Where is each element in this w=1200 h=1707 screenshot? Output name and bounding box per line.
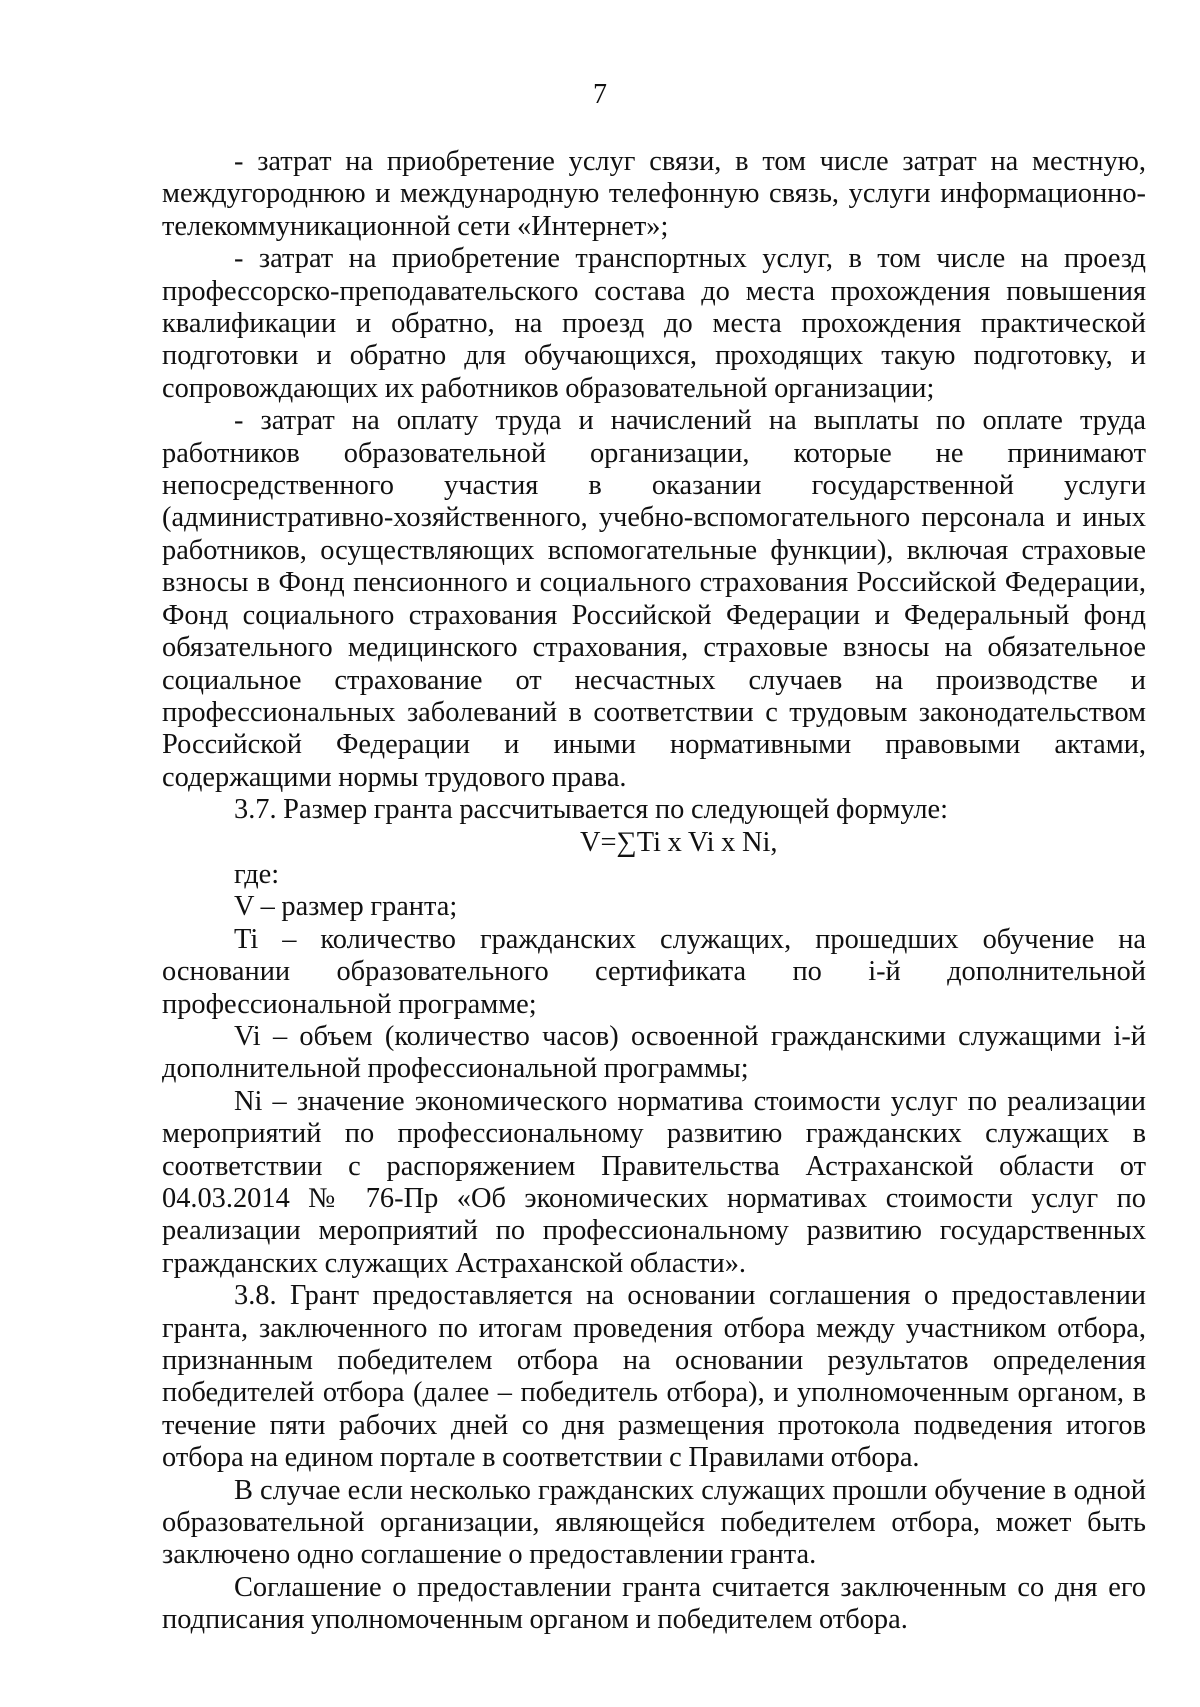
definition-ni: Ni – значение экономического норматива стоимости услуг по реализации мероприятий по профессиональному развитию гражданских служащих в соответствии с распоряжением Правительства Астраханской области от 04.03.2014 № 76-Пр «Об экономических нормативах стоимости услуг по реализации мероприятий по профессиональному развитию государственных гражданских служащих Астраханской области». bbox=[162, 1085, 1146, 1279]
paragraph-single-agreement: В случае если несколько гражданских служащих прошли обучение в одной образовательной организации, являющейся победителем отбора, может быть заключено одно соглашение о предоставлении гранта. bbox=[162, 1474, 1146, 1571]
paragraph-section-3-7: 3.7. Размер гранта рассчитывается по следующей формуле: bbox=[234, 794, 948, 826]
paragraph-labor-costs: - затрат на оплату труда и начислений на выплаты по оплате труда работников образовательной организации, которые не принимают непосредственного участия в оказании государственной услуги (административно-хозяйственного, учебно-вспомогательного персонала и иных работников, осуществляющих вспомогательные функции), включая страховые взносы в Фонд пенсионного и социального страхования Российской Федерации, Фонд социального страхования Российской Федерации и Федеральный фонд обязательного медицинского страхования, страховые взносы на обязательное социальное страхование от несчастных случаев на производстве и профессиональных заболеваний в соответствии с трудовым законодательством Российской Федерации и иными нормативными правовыми актами, содержащими нормы трудового права. bbox=[162, 405, 1146, 793]
document-body bbox=[162, 146, 1146, 1637]
page-number: 7 bbox=[593, 79, 607, 110]
paragraph-communication-costs: - затрат на приобретение услуг связи, в том числе затрат на местную, междугороднюю и международную телефонную связь, услуги информационно-телекоммуникационной сети «Интернет»; bbox=[162, 146, 1146, 242]
definition-ti: Ti – количество гражданских служащих, прошедших обучение на основании образовательного сертификата по i-й дополнительной профессиональной программе; bbox=[162, 923, 1146, 1020]
paragraph-section-3-8: 3.8. Грант предоставляется на основании соглашения о предоставлении гранта, заключенного по итогам проведения отбора между участником отбора, признанным победителем отбора на основании результатов определения победителей отбора (далее – победитель отбора), и уполномоченным органом, в течение пяти рабочих дней со дня размещения протокола подведения итогов отбора на едином портале в соответствии с Правилами отбора. bbox=[162, 1280, 1146, 1474]
paragraph-agreement-concluded: Соглашение о предоставлении гранта считается заключенным со дня его подписания уполномоченным органом и победителем отбора. bbox=[162, 1571, 1146, 1636]
grant-formula: V=∑Ti x Vi x Ni, bbox=[580, 826, 778, 858]
definition-v: V – размер гранта; bbox=[234, 891, 458, 923]
paragraph-transport-costs: - затрат на приобретение транспортных услуг, в том числе на проезд профессорско-преподавательского состава до места прохождения повышения квалификации и обратно, на проезд до места прохождения практической подготовки и обратно для обучающихся, проходящих такую подготовку, и сопровождающих их работников образовательной организации; bbox=[162, 243, 1146, 404]
paragraph-where: где: bbox=[234, 858, 280, 890]
definition-vi: Vi – объем (количество часов) освоенной гражданскими служащими i-й дополнительной профессиональной программы; bbox=[162, 1020, 1146, 1085]
